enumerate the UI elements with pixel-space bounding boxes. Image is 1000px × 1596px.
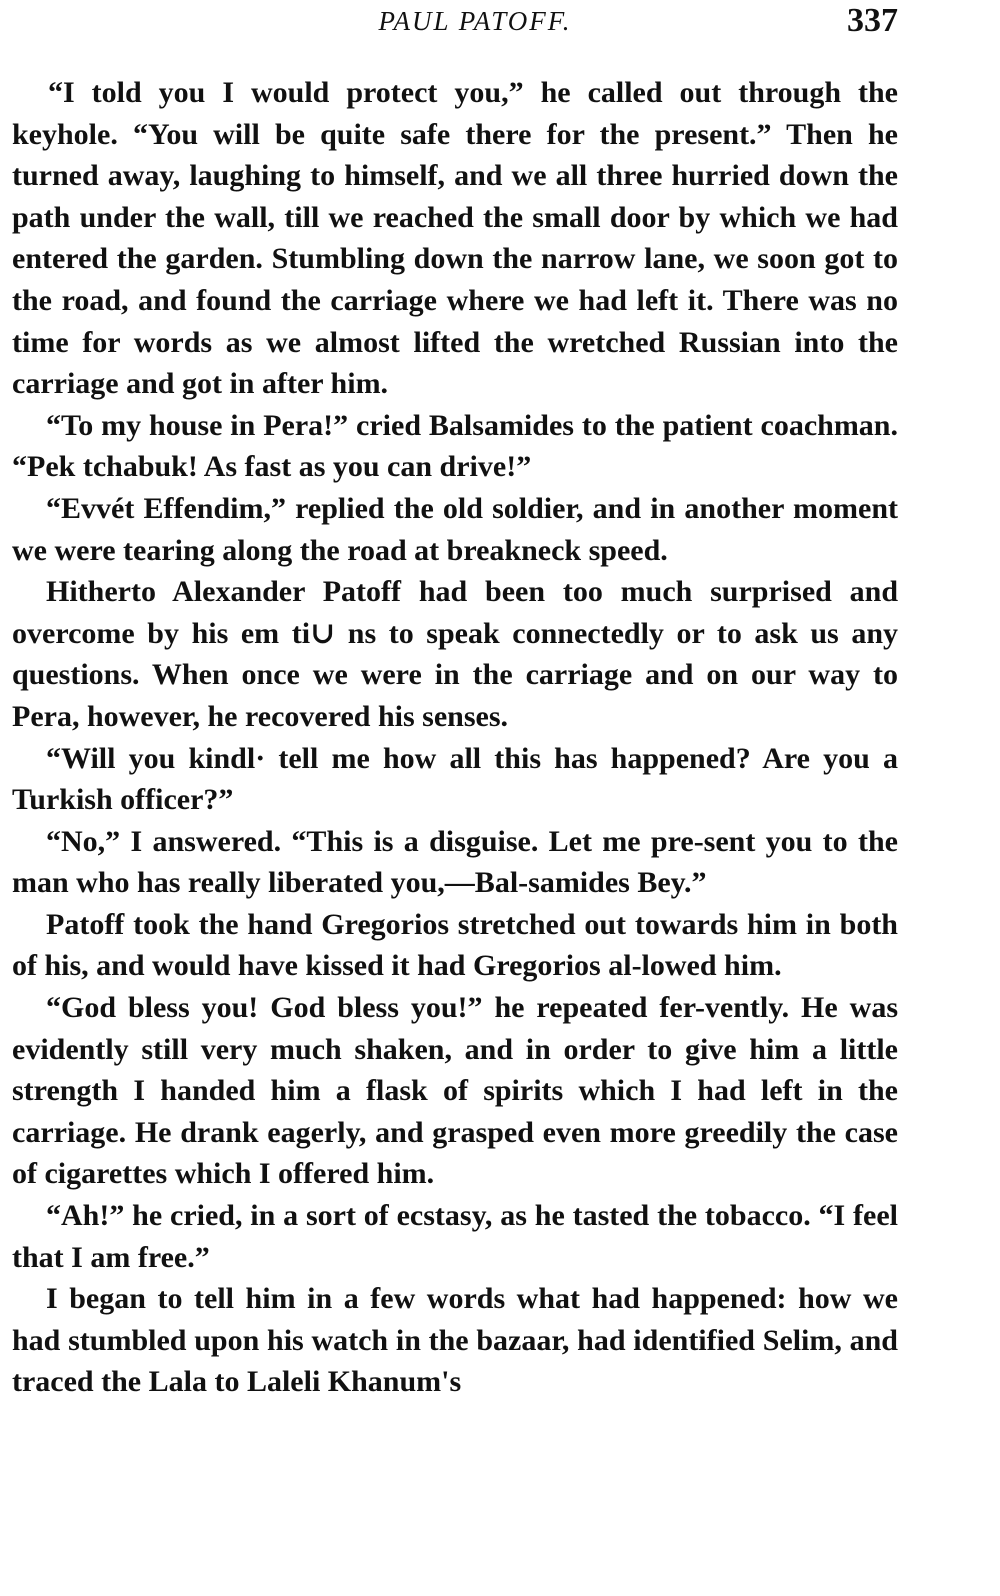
paragraph: “Will you kindl· tell me how all this has happened? Are you a Turkish officer?” (12, 741, 898, 817)
book-page (12, 0, 898, 1596)
paragraph: “Ah!” he cried, in a sort of ecstasy, as he tasted the tobacco. “I feel that I am free.” (12, 1199, 898, 1274)
paragraph: “Evvét Effendim,” replied the old soldier, and in another moment we were tearing along the road at breakneck speed. (12, 491, 898, 567)
paragraph: Patoff took the hand Gregorios stretched out towards him in both of his, and would have kissed it had Gregorios al-lowed him. (12, 907, 898, 983)
running-head (12, 0, 898, 52)
paragraph: “To my house in Pera!” cried Balsamides to the patient coachman. “Pek tchabuk! As fast as you can drive!” (12, 408, 898, 484)
paragraph: “God bless you! God bless you!” he repeated fer-vently. He was evidently still very much shaken, and in order to give him a little strength I handed him a flask of spirits which I had left in the carriage. He drank eagerly, and grasped even more greedily the case of cigarettes which I offered him. (12, 991, 898, 1191)
paragraph: Hitherto Alexander Patoff had been too much surprised and overcome by his em ti∪ ns to speak connectedly or to ask us any questions. When once we were in the carriage and on our way to Pera, however, he recovered his senses. (12, 575, 898, 733)
paragraph: I began to tell him in a few words what had happened: how we had stumbled upon his watch in the bazaar, had identified Selim, and traced the Lala to Laleli Khanum's (12, 1282, 898, 1399)
running-title: PAUL PATOFF. (378, 6, 572, 36)
page-number: 337 (847, 2, 898, 39)
paragraph: “I told you I would protect you,” he called out through the keyhole. “You will be quite safe there for the present.” Then he turned away, laughing to himself, and we all three hurried down the path under the wall, till we reached the small door by which we had entered the garden. Stumbling down the narrow lane, we soon got to the road, and found the carriage where we had left it. There was no time for words as we almost lifted the wretched Russian into the carriage and got in after him. (12, 76, 898, 401)
paragraph: “No,” I answered. “This is a disguise. Let me pre-sent you to the man who has really liberated you,—Bal-samides Bey.” (12, 824, 898, 900)
body-text (12, 72, 898, 1403)
